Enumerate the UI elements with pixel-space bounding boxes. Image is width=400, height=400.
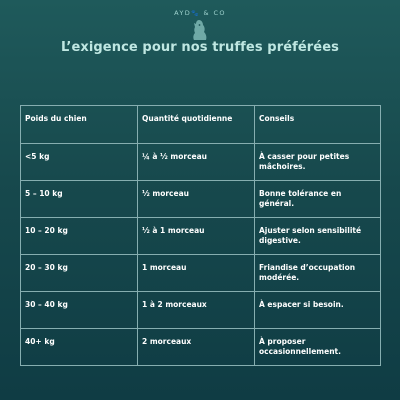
column-header-weight: Poids du chien — [21, 106, 138, 144]
table-row — [21, 255, 381, 292]
brand-name — [0, 9, 400, 17]
column-header-advice: Conseils — [255, 106, 381, 144]
advice-cell: Friandise d’occupation modérée. — [255, 255, 381, 292]
table-row — [21, 181, 381, 218]
quantity-cell: ½ morceau — [138, 181, 255, 218]
brand-suffix: & CO — [203, 9, 226, 17]
advice-cell: À casser pour petites mâchoires. — [255, 144, 381, 181]
weight-cell: 40+ kg — [21, 329, 138, 366]
weight-cell: 30 – 40 kg — [21, 292, 138, 329]
quantity-cell: 2 morceaux — [138, 329, 255, 366]
brand-prefix: AYD — [174, 9, 192, 17]
table-row — [21, 218, 381, 255]
quantity-cell: 1 à 2 morceaux — [138, 292, 255, 329]
table-header-row — [21, 106, 381, 144]
column-header-quantity: Quantité quotidienne — [138, 106, 255, 144]
paw-icon: 🐾 — [191, 10, 201, 17]
weight-cell: <5 kg — [21, 144, 138, 181]
page-title: L’exigence pour nos truffes préférées — [61, 40, 339, 55]
weight-cell: 10 – 20 kg — [21, 218, 138, 255]
advice-cell: À proposer occasionnellement. — [255, 329, 381, 366]
quantity-cell: 1 morceau — [138, 255, 255, 292]
weight-cell: 5 – 10 kg — [21, 181, 138, 218]
table-row — [21, 144, 381, 181]
advice-cell: Ajuster selon sensibilité digestive. — [255, 218, 381, 255]
advice-cell: À espacer si besoin. — [255, 292, 381, 329]
quantity-cell: ½ à 1 morceau — [138, 218, 255, 255]
dog-silhouette-icon — [190, 19, 210, 41]
portion-table — [20, 105, 381, 366]
table-row — [21, 292, 381, 329]
weight-cell: 20 – 30 kg — [21, 255, 138, 292]
table-row — [21, 329, 381, 366]
advice-cell: Bonne tolérance en général. — [255, 181, 381, 218]
quantity-cell: ¼ à ½ morceau — [138, 144, 255, 181]
